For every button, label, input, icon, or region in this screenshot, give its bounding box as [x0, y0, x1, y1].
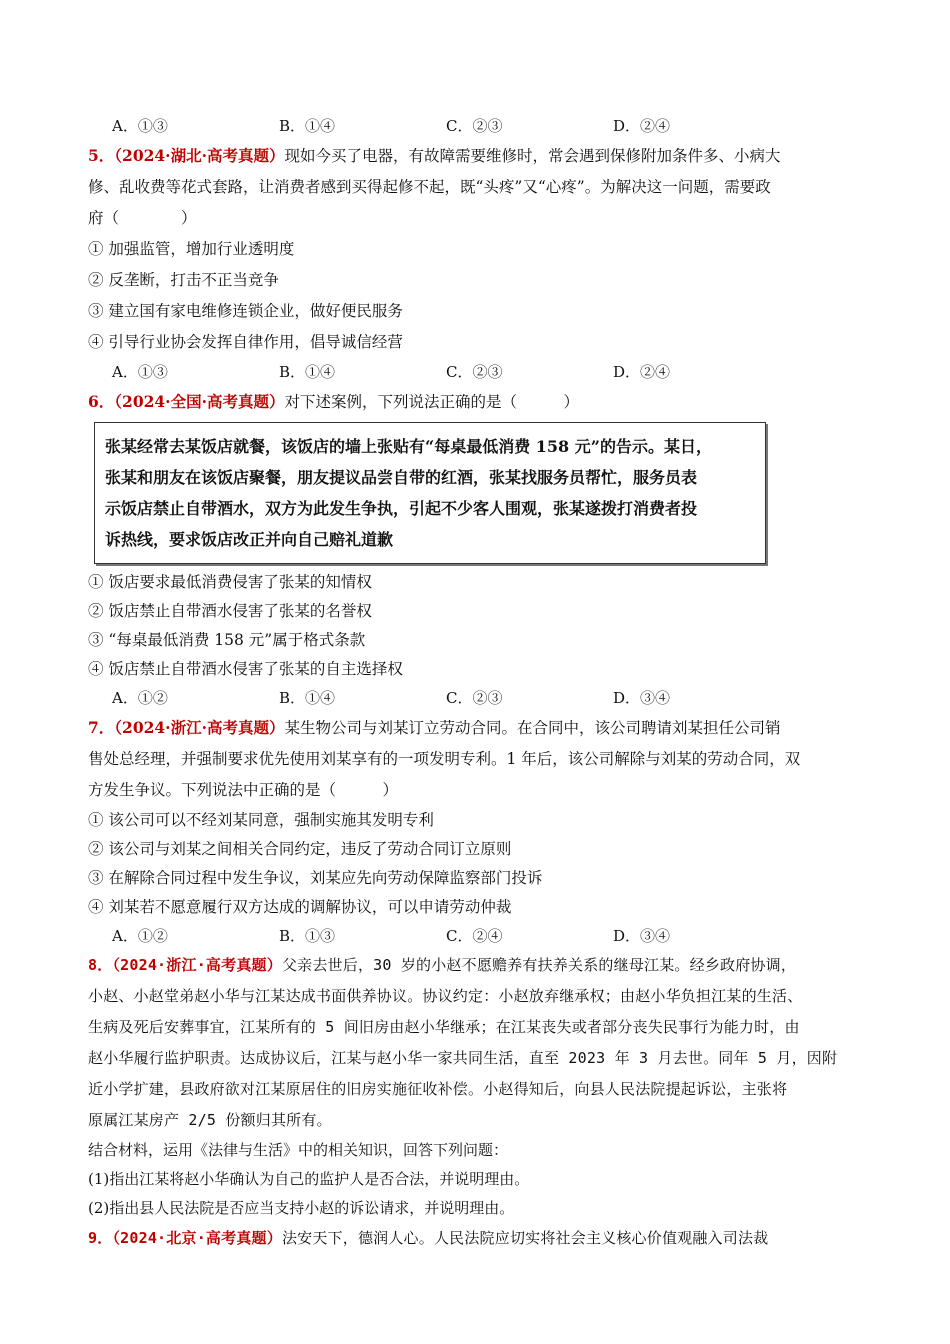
q7-item-2: ② 该公司与刘某之间相关合同约定，违反了劳动合同订立原则: [88, 840, 512, 858]
q8-line-4: 赵小华履行监护职责。达成协议后，江某与赵小华一家共同生活，直至 2023 年 3 月去世。同年 5 月，因附: [88, 1049, 838, 1067]
q6-case-line-4: 诉热线，要求饭店改正并向自己赔礼道歉: [105, 530, 394, 549]
q6-case-line-2: 张某和朋友在该饭店聚餐，朋友提议品尝自带的红酒，张某找服务员帮忙，服务员表: [105, 468, 698, 487]
q7-stem-3: 方发生争议。下列说法中正确的是（ ）: [88, 781, 399, 799]
q6-option-d: D．③④: [613, 689, 671, 707]
q6-item-2: ② 饭店禁止自带酒水侵害了张某的名誉权: [88, 602, 372, 620]
question-7: [88, 712, 868, 950]
q5-option-a: A．①③: [112, 363, 168, 381]
q7-source: （2024·浙江·高考真题）: [114, 718, 285, 737]
q7-item-1: ① 该公司可以不经刘某同意，强制实施其发明专利: [88, 811, 434, 829]
q5-item-1: ① 加强监管，增加行业透明度: [88, 240, 295, 258]
q8-line-2: 小赵、小赵堂弟赵小华与江某达成书面供养协议。协议约定：小赵放弃继承权；由赵小华负担江某的生活、: [88, 987, 803, 1005]
q6-item-4: ④ 饭店禁止自带酒水侵害了张某的自主选择权: [88, 660, 403, 678]
q7-item-3: ③ 在解除合同过程中发生争议，刘某应先向劳动保障监察部门投诉: [88, 869, 543, 887]
q4-option-a: A．①③: [112, 117, 168, 135]
question-8: [88, 950, 868, 1136]
q7-options: [88, 922, 868, 950]
q5-item-3: ③ 建立国有家电维修连锁企业，做好便民服务: [88, 302, 403, 320]
q5-stem-2: 修、乱收费等花式套路，让消费者感到买得起修不起，既“头疼”又“心疼”。为解决这一问题，需要政: [88, 178, 771, 196]
q4-options: [88, 112, 868, 140]
q6-case-line-3: 示饭店禁止自带酒水，双方为此发生争执，引起不少客人围观，张某遂拨打消费者投: [105, 499, 698, 518]
q7-option-a: A．①②: [112, 927, 168, 945]
q6-option-c: C．②③: [446, 689, 503, 707]
q5-stem-1: 现如今买了电器，有故障需要维修时，常会遇到保修附加条件多、小病大: [284, 147, 781, 165]
q6-options: [88, 684, 868, 712]
q6-option-b: B．①④: [279, 689, 336, 707]
q9-number: 9．: [88, 1229, 113, 1247]
q5-option-d: D．②④: [613, 363, 671, 381]
q7-option-d: D．③④: [613, 927, 671, 945]
question-6: [88, 386, 868, 712]
q7-option-b: B．①③: [279, 927, 336, 945]
q5-item-4: ④ 引导行业协会发挥自律作用，倡导诚信经营: [88, 333, 403, 351]
q9-stem: 法安天下，德润人心。人民法院应切实将社会主义核心价值观融入司法裁: [281, 1229, 769, 1247]
q5-option-c: C．②③: [446, 363, 503, 381]
q8-question-1: (1)指出江某将赵小华确认为自己的监护人是否合法，并说明理由。: [88, 1170, 530, 1188]
question-9: [88, 1223, 868, 1254]
q6-source: （2024·全国·高考真题）: [114, 392, 285, 411]
q6-item-1: ① 饭店要求最低消费侵害了张某的知情权: [88, 573, 372, 591]
q5-option-b: B．①④: [279, 363, 336, 381]
question-5: [88, 140, 868, 386]
q6-case-line-1: 张某经常去某饭店就餐，该饭店的墙上张贴有“每桌最低消费 158 元”的告示。某日，: [105, 437, 712, 456]
q6-case-box: [94, 422, 766, 564]
q7-item-4: ④ 刘某若不愿意履行双方达成的调解协议，可以申请劳动仲裁: [88, 898, 512, 916]
q9-source: （2024·北京·高考真题）: [112, 1229, 282, 1247]
q5-number: 5．: [88, 146, 115, 165]
q6-option-a: A．①②: [112, 689, 168, 707]
q4-option-d: D．②④: [613, 117, 671, 135]
q5-stem-3: 府（ ）: [88, 209, 197, 227]
q4-option-b: B．①④: [279, 117, 336, 135]
q8-line-6: 原属江某房产 2/5 份额归其所有。: [88, 1111, 332, 1129]
q8-line-1: 父亲去世后，30 岁的小赵不愿赡养有扶养关系的继母江某。经乡政府协调，: [281, 956, 797, 974]
q7-stem-2: 售处总经理，并强制要求优先使用刘某享有的一项发明专利。1 年后，该公司解除与刘某的劳动合同，双: [88, 750, 801, 768]
q8-question-2: (2)指出县人民法院是否应当支持小赵的诉讼请求，并说明理由。: [88, 1199, 515, 1217]
q8-source: （2024·浙江·高考真题）: [112, 956, 282, 974]
q5-item-2: ② 反垄断，打击不正当竞争: [88, 271, 279, 289]
q7-stem-1: 某生物公司与刘某订立劳动合同。在合同中，该公司聘请刘某担任公司销: [284, 719, 781, 737]
q6-number: 6．: [88, 392, 115, 411]
exam-page: [88, 112, 868, 1254]
q6-item-3: ③ “每桌最低消费 158 元”属于格式条款: [88, 631, 366, 649]
q8-line-5: 近小学扩建，县政府欲对江某原居住的旧房实施征收补偿。小赵得知后，向县人民法院提起诉讼，主张将: [88, 1080, 788, 1098]
q8-number: 8．: [88, 956, 113, 974]
q8-prompt: 结合材料，运用《法律与生活》中的相关知识，回答下列问题：: [88, 1141, 509, 1159]
q7-option-c: C．②④: [446, 927, 503, 945]
q5-options: [88, 358, 868, 386]
q6-stem: 对下述案例，下列说法正确的是（ ）: [284, 393, 579, 411]
q5-source: （2024·湖北·高考真题）: [114, 146, 285, 165]
q7-number: 7．: [88, 718, 115, 737]
q8-line-3: 生病及死后安葬事宜，江某所有的 5 间旧房由赵小华继承；在江某丧失或者部分丧失民事行为能力时，由: [88, 1018, 800, 1036]
q4-option-c: C．②③: [446, 117, 503, 135]
